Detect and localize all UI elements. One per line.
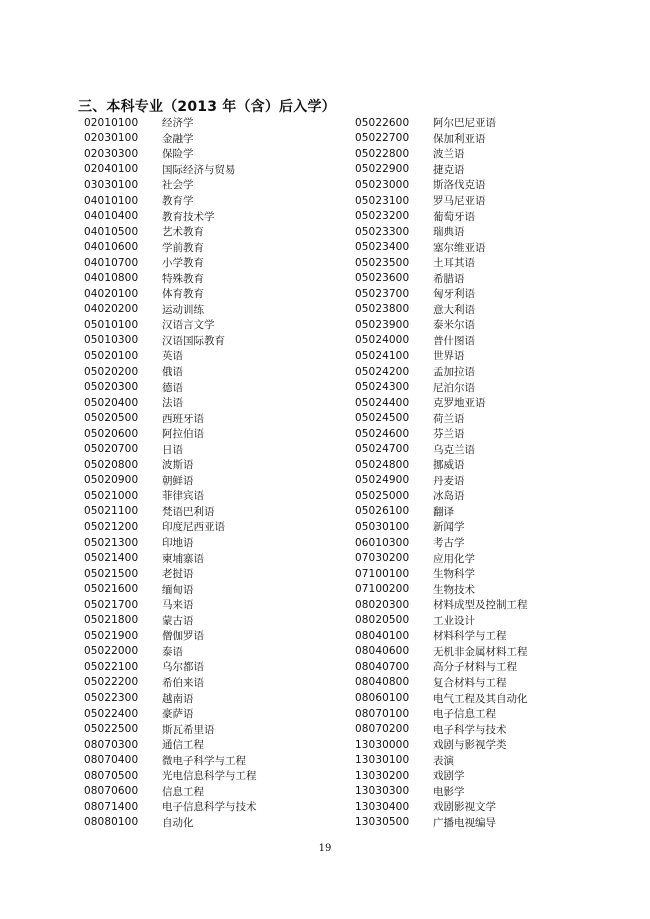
major-name: 阿尔巴尼亚语	[433, 117, 496, 130]
major-name: 印地语	[162, 537, 194, 550]
major-name: 体育教育	[162, 288, 204, 301]
major-code: 05023500	[355, 256, 410, 269]
major-row	[355, 784, 528, 800]
major-name: 波兰语	[433, 148, 465, 161]
major-name: 材料科学与工程	[433, 630, 507, 643]
major-name: 汉语言文学	[162, 319, 215, 332]
major-name: 土耳其语	[433, 257, 475, 270]
major-row	[355, 519, 528, 535]
major-code: 07030200	[355, 552, 410, 565]
major-code: 05024700	[355, 443, 410, 456]
major-name: 金融学	[162, 132, 194, 145]
left-column	[84, 115, 257, 830]
major-row	[84, 395, 257, 411]
major-code: 05022000	[84, 645, 139, 658]
major-row	[84, 613, 257, 629]
major-name: 保加利亚语	[433, 132, 486, 145]
major-code: 04010100	[84, 194, 139, 207]
major-code: 08070300	[84, 738, 139, 751]
major-row	[355, 550, 528, 566]
major-code: 05024300	[355, 381, 410, 394]
major-code: 05020700	[84, 443, 139, 456]
major-row	[355, 706, 528, 722]
major-code: 03030100	[84, 178, 139, 191]
major-code: 05023200	[355, 210, 410, 223]
major-row	[355, 488, 528, 504]
major-row	[84, 270, 257, 286]
major-name: 高分子材料与工程	[433, 661, 517, 674]
major-name: 梵语巴利语	[162, 505, 215, 518]
major-code: 05024600	[355, 427, 410, 440]
major-code: 05022100	[84, 660, 139, 673]
major-name: 工业设计	[433, 614, 475, 627]
major-code: 13030400	[355, 800, 410, 813]
major-row	[84, 193, 257, 209]
major-row	[84, 504, 257, 520]
major-row	[355, 581, 528, 597]
major-name: 国际经济与贸易	[162, 163, 236, 176]
major-row	[355, 426, 528, 442]
major-row	[84, 690, 257, 706]
major-code: 02030100	[84, 132, 139, 145]
section-title: 三、本科专业（2013 年（含）后入学）	[78, 99, 336, 115]
major-row	[84, 286, 257, 302]
major-name: 学前教育	[162, 241, 204, 254]
major-code: 07100200	[355, 583, 410, 596]
major-name: 考古学	[433, 537, 465, 550]
major-row	[84, 644, 257, 660]
major-row	[84, 348, 257, 364]
major-name: 瑞典语	[433, 226, 465, 239]
major-name: 电子信息科学与技术	[162, 801, 257, 814]
major-row	[355, 270, 528, 286]
major-row	[84, 737, 257, 753]
major-row	[355, 239, 528, 255]
major-row	[84, 535, 257, 551]
major-name: 信息工程	[162, 785, 204, 798]
major-code: 05020900	[84, 474, 139, 487]
major-code: 05021100	[84, 505, 139, 518]
major-row	[84, 473, 257, 489]
major-code: 08040800	[355, 676, 410, 689]
major-name: 电子科学与技术	[433, 723, 507, 736]
major-row	[84, 550, 257, 566]
major-name: 乌尔都语	[162, 661, 204, 674]
major-code: 04010400	[84, 210, 139, 223]
major-row	[355, 644, 528, 660]
major-name: 西班牙语	[162, 412, 204, 425]
major-code: 07100100	[355, 567, 410, 580]
major-code: 04010500	[84, 225, 139, 238]
major-name: 运动训练	[162, 303, 204, 316]
major-code: 05022300	[84, 692, 139, 704]
major-row	[84, 815, 257, 831]
major-row	[84, 364, 257, 380]
major-row	[84, 208, 257, 224]
major-name: 挪威语	[433, 459, 465, 472]
major-row	[84, 224, 257, 240]
major-row	[355, 302, 528, 318]
major-row	[355, 815, 528, 831]
major-name: 生物科学	[433, 568, 475, 581]
major-row	[84, 628, 257, 644]
major-name: 意大利语	[433, 303, 475, 316]
major-code: 04020100	[84, 287, 139, 300]
major-name: 翻译	[433, 505, 454, 518]
major-row	[84, 410, 257, 426]
major-code: 05020100	[84, 349, 139, 362]
major-code: 13030100	[355, 754, 410, 767]
major-code: 05022600	[355, 116, 410, 129]
major-row	[355, 799, 528, 815]
major-code: 04020200	[84, 303, 139, 316]
major-code: 05010100	[84, 318, 139, 331]
major-row	[84, 768, 257, 784]
major-name: 教育技术学	[162, 210, 215, 223]
major-name: 蒙古语	[162, 614, 194, 627]
major-row	[84, 566, 257, 582]
major-code: 05021600	[84, 583, 139, 596]
major-row	[84, 131, 257, 147]
major-code: 05022900	[355, 163, 410, 176]
major-name: 生物技术	[433, 583, 475, 596]
major-code: 05021800	[84, 614, 139, 627]
major-row	[84, 317, 257, 333]
major-name: 孟加拉语	[433, 366, 475, 379]
major-name: 应用化学	[433, 552, 475, 565]
major-code: 08070600	[84, 785, 139, 798]
major-code: 05021400	[84, 552, 139, 565]
major-code: 08070400	[84, 754, 139, 767]
major-code: 05024800	[355, 458, 410, 471]
major-code: 04010800	[84, 272, 139, 285]
major-row	[355, 146, 528, 162]
major-row	[84, 581, 257, 597]
major-row	[355, 379, 528, 395]
major-code: 05010300	[84, 334, 139, 347]
major-name: 缅甸语	[162, 583, 194, 596]
major-code: 13030500	[355, 816, 410, 829]
major-name: 通信工程	[162, 739, 204, 752]
major-name: 朝鲜语	[162, 474, 194, 487]
major-code: 05024400	[355, 396, 410, 409]
major-code: 02010100	[84, 116, 139, 129]
major-code: 05023600	[355, 272, 410, 285]
major-name: 希腊语	[433, 272, 465, 285]
major-row	[355, 457, 528, 473]
major-row	[355, 317, 528, 333]
major-row	[84, 519, 257, 535]
major-row	[355, 177, 528, 193]
major-name: 法语	[162, 397, 183, 410]
major-row	[84, 115, 257, 131]
major-name: 复合材料与工程	[433, 676, 507, 689]
major-row	[355, 193, 528, 209]
major-name: 荷兰语	[433, 412, 465, 425]
major-row	[355, 286, 528, 302]
major-code: 08070200	[355, 723, 410, 736]
major-code: 05021700	[84, 598, 139, 611]
major-name: 艺术教育	[162, 226, 204, 239]
major-name: 德语	[162, 381, 183, 394]
major-row	[355, 364, 528, 380]
major-name: 波斯语	[162, 459, 194, 472]
major-name: 乌克兰语	[433, 443, 475, 456]
major-row	[84, 675, 257, 691]
major-name: 戏剧与影视学类	[433, 739, 507, 752]
major-name: 斯瓦希里语	[162, 723, 215, 736]
major-name: 泰米尔语	[433, 319, 475, 332]
major-code: 05030100	[355, 520, 410, 533]
major-row	[84, 239, 257, 255]
major-row	[355, 721, 528, 737]
major-row	[84, 333, 257, 349]
major-row	[84, 784, 257, 800]
major-row	[355, 737, 528, 753]
major-row	[355, 675, 528, 691]
major-name: 罗马尼亚语	[433, 195, 486, 207]
major-code: 08040700	[355, 660, 410, 673]
major-code: 05024000	[355, 334, 410, 347]
major-code: 08080100	[84, 816, 139, 829]
major-row	[84, 302, 257, 318]
major-name: 电气工程及其自动化	[433, 692, 528, 705]
major-code: 05021200	[84, 520, 139, 533]
page-number: 19	[318, 843, 332, 854]
major-name: 广播电视编导	[433, 816, 496, 829]
major-row	[84, 255, 257, 271]
major-name: 自动化	[162, 816, 194, 829]
major-row	[84, 721, 257, 737]
major-row	[355, 162, 528, 178]
major-name: 特殊教育	[162, 272, 204, 285]
major-row	[355, 628, 528, 644]
major-row	[84, 659, 257, 675]
major-code: 05023300	[355, 225, 410, 238]
major-code: 05023700	[355, 287, 410, 300]
major-row	[355, 395, 528, 411]
major-code: 08070100	[355, 707, 410, 720]
major-row	[84, 441, 257, 457]
major-name: 斯洛伐克语	[433, 179, 486, 192]
major-code: 05020600	[84, 427, 139, 440]
major-name: 世界语	[433, 350, 465, 363]
major-name: 光电信息科学与工程	[162, 770, 257, 783]
major-row	[355, 613, 528, 629]
major-code: 08040100	[355, 629, 410, 642]
major-code: 08020300	[355, 598, 410, 611]
major-row	[355, 208, 528, 224]
major-row	[355, 131, 528, 147]
major-name: 泰语	[162, 645, 183, 658]
major-code: 05021300	[84, 536, 139, 549]
major-code: 05020800	[84, 458, 139, 471]
major-code: 08071400	[84, 800, 139, 813]
right-column	[355, 115, 528, 830]
major-row	[84, 379, 257, 395]
major-name: 新闻学	[433, 521, 465, 534]
major-row	[355, 115, 528, 131]
major-name: 小学教育	[162, 257, 204, 270]
major-name: 匈牙利语	[433, 288, 475, 301]
major-code: 05022200	[84, 676, 139, 689]
major-code: 08020500	[355, 614, 410, 627]
major-row	[84, 706, 257, 722]
major-code: 06010300	[355, 536, 410, 549]
major-name: 阿拉伯语	[162, 428, 204, 441]
major-code: 05023100	[355, 194, 410, 207]
major-name: 丹麦语	[433, 474, 465, 487]
major-row	[355, 690, 528, 706]
major-code: 05022700	[355, 132, 410, 145]
major-name: 电子信息工程	[433, 708, 496, 721]
major-row	[355, 348, 528, 364]
major-row	[355, 752, 528, 768]
major-row	[84, 162, 257, 178]
major-code: 05022400	[84, 707, 139, 720]
major-name: 戏剧学	[433, 770, 465, 783]
major-row	[84, 177, 257, 193]
major-name: 电影学	[433, 785, 465, 798]
major-name: 印度尼西亚语	[162, 521, 225, 534]
major-row	[355, 473, 528, 489]
major-code: 05020400	[84, 396, 139, 409]
major-name: 芬兰语	[433, 428, 465, 441]
major-name: 僧伽罗语	[162, 630, 204, 643]
major-row	[84, 457, 257, 473]
major-code: 02040100	[84, 163, 139, 176]
major-row	[84, 597, 257, 613]
major-code: 05020300	[84, 381, 139, 394]
major-row	[84, 752, 257, 768]
major-code: 05023400	[355, 241, 410, 254]
major-name: 豪萨语	[162, 708, 194, 721]
major-name: 教育学	[162, 195, 194, 207]
major-row	[355, 659, 528, 675]
major-code: 08070500	[84, 769, 139, 782]
major-name: 越南语	[162, 692, 194, 705]
major-name: 材料成型及控制工程	[433, 599, 528, 612]
major-row	[355, 535, 528, 551]
major-name: 捷克语	[433, 163, 465, 176]
major-code: 04010600	[84, 241, 139, 254]
major-row	[355, 504, 528, 520]
major-code: 13030200	[355, 769, 410, 782]
major-name: 塞尔维亚语	[433, 241, 486, 254]
major-name: 经济学	[162, 117, 194, 130]
major-name: 社会学	[162, 179, 194, 192]
major-code: 05024200	[355, 365, 410, 378]
major-name: 英语	[162, 350, 183, 363]
major-code: 08040600	[355, 645, 410, 658]
major-row	[84, 146, 257, 162]
major-name: 克罗地亚语	[433, 397, 486, 410]
major-code: 05022500	[84, 723, 139, 736]
major-row	[84, 799, 257, 815]
major-code: 05026100	[355, 505, 410, 518]
major-name: 尼泊尔语	[433, 381, 475, 394]
major-name: 普什图语	[433, 334, 475, 347]
major-row	[84, 426, 257, 442]
major-code: 04010700	[84, 256, 139, 269]
major-name: 马来语	[162, 599, 194, 612]
major-row	[355, 333, 528, 349]
major-code: 05023000	[355, 178, 410, 191]
major-code: 05020200	[84, 365, 139, 378]
major-code: 05022800	[355, 147, 410, 160]
major-row	[355, 768, 528, 784]
major-code: 13030300	[355, 785, 410, 798]
major-name: 戏剧影视文学	[433, 801, 496, 814]
major-name: 汉语国际教育	[162, 334, 225, 347]
major-name: 保险学	[162, 148, 194, 161]
major-name: 柬埔寨语	[162, 552, 204, 565]
major-name: 老挝语	[162, 568, 194, 581]
major-name: 希伯来语	[162, 676, 204, 689]
major-row	[355, 224, 528, 240]
major-code: 05023900	[355, 318, 410, 331]
major-code: 08060100	[355, 692, 410, 704]
major-name: 冰岛语	[433, 490, 465, 503]
major-code: 05024900	[355, 474, 410, 487]
major-code: 05021900	[84, 629, 139, 642]
major-name: 俄语	[162, 366, 183, 379]
major-code: 13030000	[355, 738, 410, 751]
major-code: 05020500	[84, 412, 139, 425]
major-code: 05024500	[355, 412, 410, 425]
major-name: 葡萄牙语	[433, 210, 475, 223]
major-code: 05024100	[355, 349, 410, 362]
major-row	[84, 488, 257, 504]
major-row	[355, 410, 528, 426]
major-code: 05025000	[355, 489, 410, 502]
major-row	[355, 441, 528, 457]
major-code: 05021000	[84, 489, 139, 502]
major-name: 日语	[162, 443, 183, 456]
major-name: 表演	[433, 754, 454, 767]
major-code: 02030300	[84, 147, 139, 160]
major-row	[355, 255, 528, 271]
major-row	[355, 566, 528, 582]
major-name: 菲律宾语	[162, 490, 204, 503]
major-name: 微电子科学与工程	[162, 754, 246, 767]
major-row	[355, 597, 528, 613]
major-code: 05023800	[355, 303, 410, 316]
major-name: 无机非金属材料工程	[433, 645, 528, 658]
major-code: 05021500	[84, 567, 139, 580]
